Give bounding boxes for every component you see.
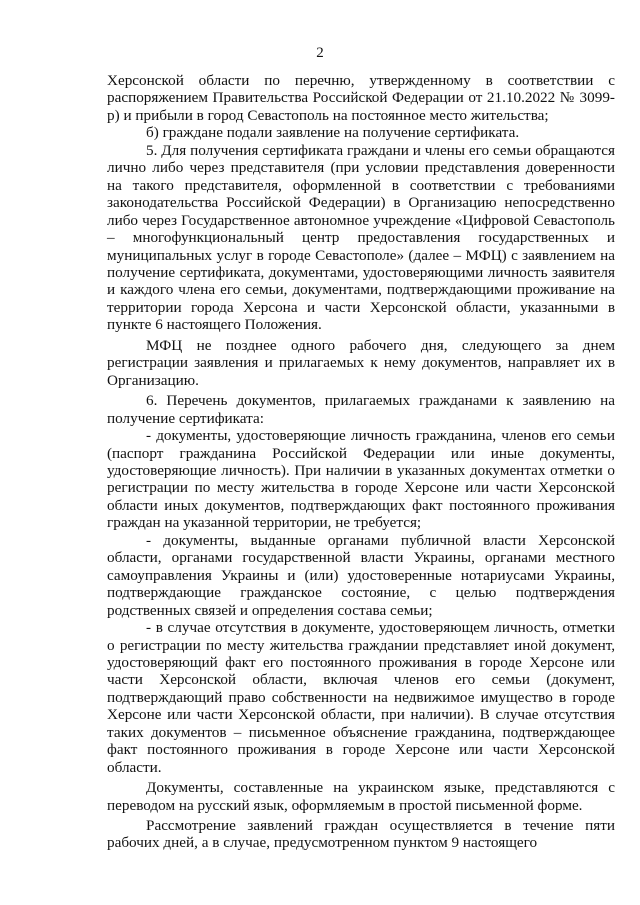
paragraph-review-period: Рассмотрение заявлений граждан осуществляется в течение пяти рабочих дней, а в случае, предусмотренном пунктом 9 настоящего [107,817,615,852]
paragraph-item-6: 6. Перечень документов, прилагаемых гражданами к заявлению на получение сертификата: [107,392,615,427]
paragraph-residence-proof: - в случае отсутствия в документе, удостоверяющем личность, отметки о регистрации по месту жительства граждании представляет иной документ, удостоверяющий факт его постоянного проживания в городе Херсоне или части Херсонской области, включая членов его семьи (документ, подтверждающий право собственности на недвижимое имущество в городе Херсоне или части Херсонской области, при наличии). В случае отсутствия таких документов – письменное объяснение гражданина, подтверждающее факт постоянного проживания в городе Херсоне или части Херсонской области. [107,619,615,776]
paragraph-continuation: Херсонской области по перечню, утвержденному в соответствии с распоряжением Правительства Российской Федерации от 21.10.2022 № 3099-р) и прибыли в город Севастополь на постоянное место жительства; [107,72,615,124]
paragraph-clause-b: б) граждане подали заявление на получение сертификата. [146,124,520,142]
paragraph-civil-status-documents: - документы, выданные органами публичной власти Херсонской области, органами государственной власти Украины, органами местного самоуправления Украины и (или) удостоверенные нотариусами Украины, подтверждающие гражданское состояние, с целью подтверждения родственных связей и определения состава семьи; [107,531,615,619]
paragraph-item-5: 5. Для получения сертификата граждани и члены его семьи обращаются лично либо через представителя (при условии представления доверенности на такого представителя, оформленной в соответствии с требованиями законодательства Российской Федерации) в Организацию непосредственно либо через Государственное автономное учреждение «Цифровой Севастополь – многофункциональный центр предоставления государственных и муниципальных услуг в городе Севастополе» (далее – МФЦ) с заявлением на получение сертификата, документами, удостоверяющими личность заявителя и каждого члена его семьи, документами, подтверждающими проживание на территории города Херсона и части Херсонской области, указанными в пункте 6 настоящего Положения. [107,141,615,334]
page-number: 2 [316,45,324,61]
paragraph-identity-documents: - документы, удостоверяющие личность гражданина, членов его семьи (паспорт гражданина Российской Федерации или иные документы, удостоверяющие личность). При наличии в указанных документах отметки о регистрации по месту жительства в городе Херсоне или части Херсонской области иных документов, подтверждающих факт постоянного проживания граждан на указанной территории, не требуется; [107,427,615,532]
document-body [107,72,615,852]
paragraph-mfc-deadline: МФЦ не позднее одного рабочего дня, следующего за днем регистрации заявления и прилагаемых к нему документов, направляет их в Организацию. [107,336,615,389]
paragraph-ukrainian-translation: Документы, составленные на украинском языке, представляются с переводом на русский язык, оформляемым в простой письменной форме. [107,779,615,814]
